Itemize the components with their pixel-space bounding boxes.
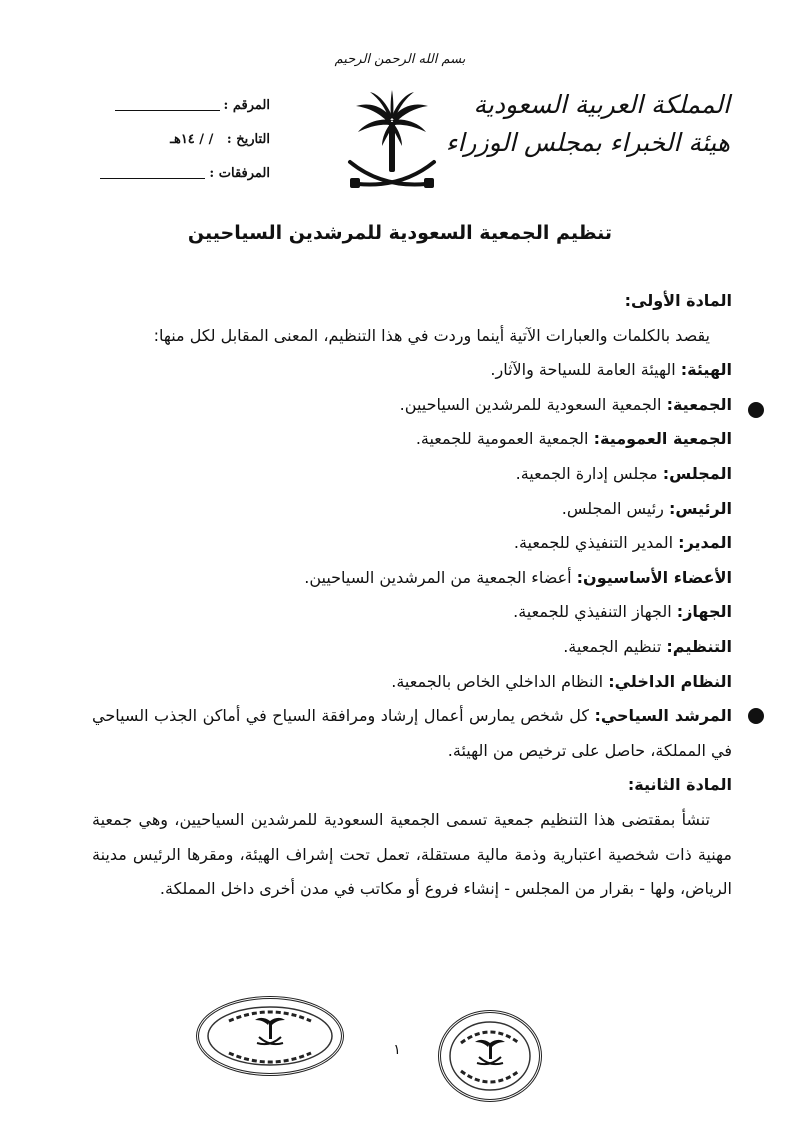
definition-item: الجمعية العمومية: الجمعية العمومية للجمعية. [415,429,732,449]
definition-item: الجهاز: الجهاز التنفيذي للجمعية. [513,602,732,622]
punch-hole-icon [748,708,764,724]
article1-intro: يقصد بالكلمات والعبارات الآتية أينما وردت في هذا التنظيم، المعنى المقابل لكل منها: [153,325,710,345]
palm-and-swords-emblem-icon [342,88,442,203]
document-body [92,284,732,907]
article1-heading: المادة الأولى: [624,291,732,310]
definition-item: الأعضاء الأساسيون: أعضاء الجمعية من المرشدين السياحيين. [304,567,732,587]
article2-heading: المادة الثانية: [627,775,732,795]
attachments-label: المرفقات : [209,166,270,181]
page-number: ١ [393,1042,401,1058]
authority-name: هيئة الخبراء بمجلس الوزراء [445,128,730,157]
definition-item: التنظيم: تنظيم الجمعية. [563,636,732,656]
punch-hole-icon [748,402,764,418]
article2-text: تنشأ بمقتضى هذا التنظيم جمعية تسمى الجمعية السعودية للمرشدين السياحيين، وهي جمعية مهنية ذات شخصية اعتبارية وذمة مالية مستقلة، تعمل تحت إشراف الهيئة، ومقرها الرئيس مدينة الرياض، ولها - بقرار من المجلس - إنشاء فروع أو مكاتب في مدن أخرى داخل المملكة. [92,809,732,899]
date-label: التاريخ : [226,132,270,147]
ref-field [50,98,270,113]
ref-label: المرقم : [223,98,270,113]
definition-item: الرئيس: رئيس المجلس. [561,498,732,518]
definition-item: النظام الداخلي: النظام الداخلي الخاص بالجمعية. [391,671,732,691]
date-field [50,132,270,147]
definition-item: الهيئة: الهيئة العامة للسياحة والآثار. [490,360,732,380]
kingdom-letterhead [430,86,730,162]
definition-item: المرشد السياحي: كل شخص يمارس أعمال إرشاد ومرافقة السياح في أماكن الجذب السياحي في المملكة، حاصل على ترخيص من الهيئة. [92,706,732,760]
attachments-line [100,168,205,179]
ref-line [115,100,220,111]
basmala: بسم الله الرحمن الرحيم [334,52,466,67]
definition-item: الجمعية: الجمعية السعودية للمرشدين السياحيين. [399,394,732,414]
attachments-field [50,166,270,181]
definition-item: المدير: المدير التنفيذي للجمعية. [513,533,732,553]
document-title: تنظيم الجمعية السعودية للمرشدين السياحيين [187,222,613,244]
kingdom-name: المملكة العربية السعودية [473,90,730,119]
definition-item: المجلس: مجلس إدارة الجمعية. [515,463,732,483]
official-stamp-icon [438,1010,542,1102]
official-stamp-icon [196,996,344,1076]
date-value: / / ١٤هـ [170,132,214,147]
